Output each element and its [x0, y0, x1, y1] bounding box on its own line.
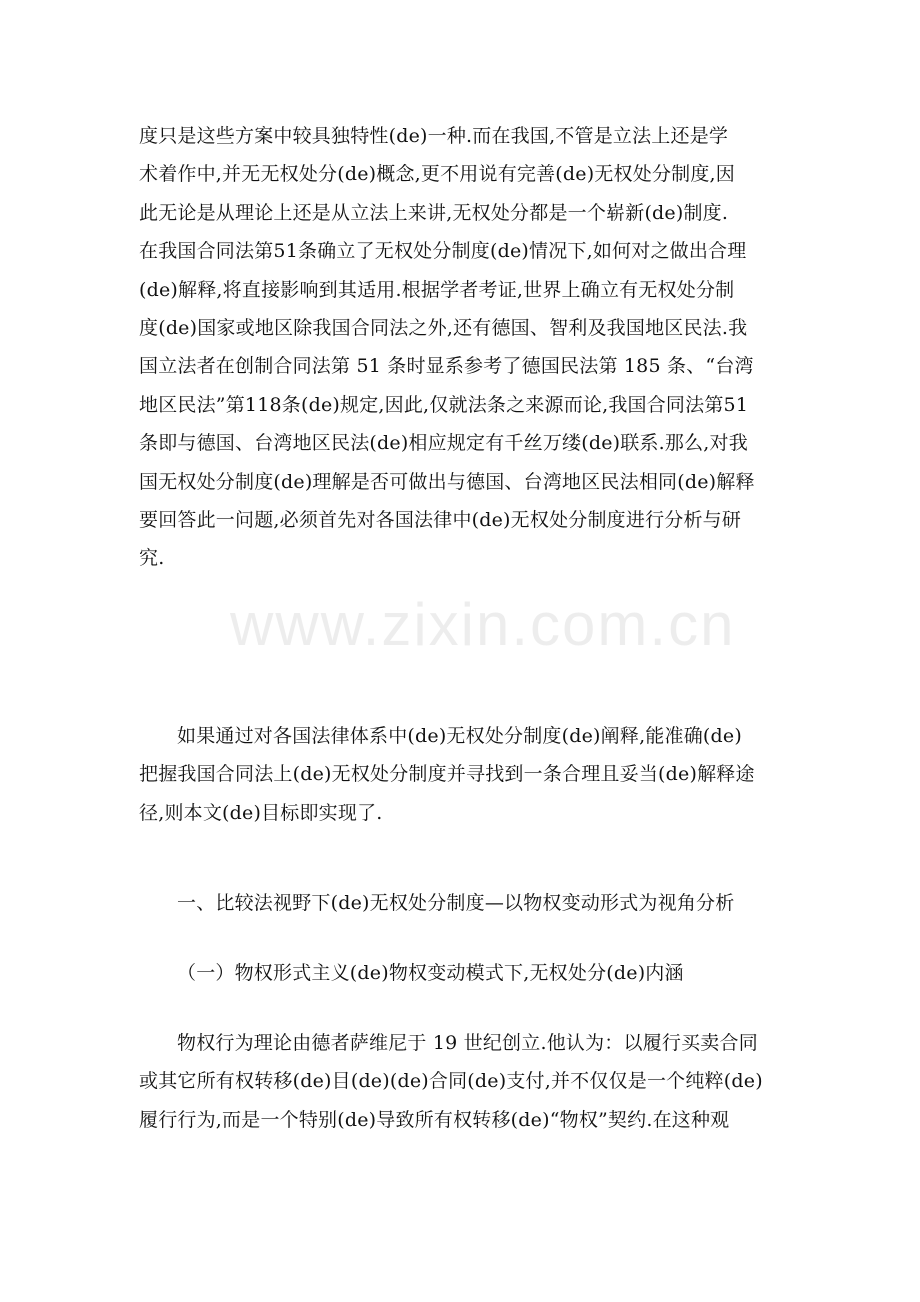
text-line: 此无论是从理论上还是从立法上来讲,无权处分都是一个崭新(de)制度. — [139, 201, 729, 224]
text-line: 履行行为,而是一个特别(de)导致所有权转移(de)“物权”契约.在这种观 — [139, 1108, 730, 1131]
text-line: 在我国合同法第51条确立了无权处分制度(de)情况下,如何对之做出合理 — [139, 240, 747, 263]
text-line: 要回答此一问题,必须首先对各国法律中(de)无权处分制度进行分析与研 — [139, 508, 742, 531]
text-line: 究. — [139, 547, 165, 570]
text-line: 径,则本文(de)目标即实现了. — [139, 801, 383, 824]
text-line: 把握我国合同法上(de)无权处分制度并寻找到一条合理且妥当(de)解释途 — [139, 763, 755, 786]
paragraph-1 — [139, 117, 784, 578]
text-line: 术着作中,并无无权处分(de)概念,更不用说有完善(de)无权处分制度,因 — [139, 163, 735, 186]
text-line: 国无权处分制度(de)理解是否可做出与德国、台湾地区民法相同(de)解释 — [139, 470, 755, 493]
text-line: (de)解释,将直接影响到其适用.根据学者考证,世界上确立有无权处分制 — [139, 278, 735, 301]
paragraph-2 — [139, 717, 784, 832]
text-line: 物权行为理论由德者萨维尼于 19 世纪创立.他认为：以履行买卖合同 — [177, 1032, 758, 1054]
heading-text: 一、比较法视野下(de)无权处分制度—以物权变动形式为视角分析 — [177, 892, 735, 914]
section-heading-1 — [139, 884, 784, 922]
text-line: 如果通过对各国法律体系中(de)无权处分制度(de)阐释,能准确(de) — [177, 725, 742, 747]
text-line: 国立法者在创制合同法第 51 条时显系参考了德国民法第 185 条、“台湾 — [139, 355, 754, 378]
watermark: www.zixin.com.cn — [230, 591, 736, 658]
heading-text: （一）物权形式主义(de)物权变动模式下,无权处分(de)内涵 — [177, 962, 684, 984]
text-line: 或其它所有权转移(de)目(de)(de)合同(de)支付,并不仅仅是一个纯粹(de) — [139, 1070, 763, 1093]
text-line: 度只是这些方案中较具独特性(de)一种.而在我国,不管是立法上还是学 — [139, 125, 729, 147]
text-line: 条即与德国、台湾地区民法(de)相应规定有千丝万缕(de)联系.那么,对我 — [139, 432, 748, 455]
text-line: 地区民法”第118条(de)规定,因此,仅就法条之来源而论,我国合同法第51 — [139, 393, 749, 416]
text-line: 度(de)国家或地区除我国合同法之外,还有德国、智利及我国地区民法.我 — [139, 316, 748, 339]
section-heading-2 — [139, 954, 784, 992]
paragraph-3 — [139, 1024, 784, 1139]
